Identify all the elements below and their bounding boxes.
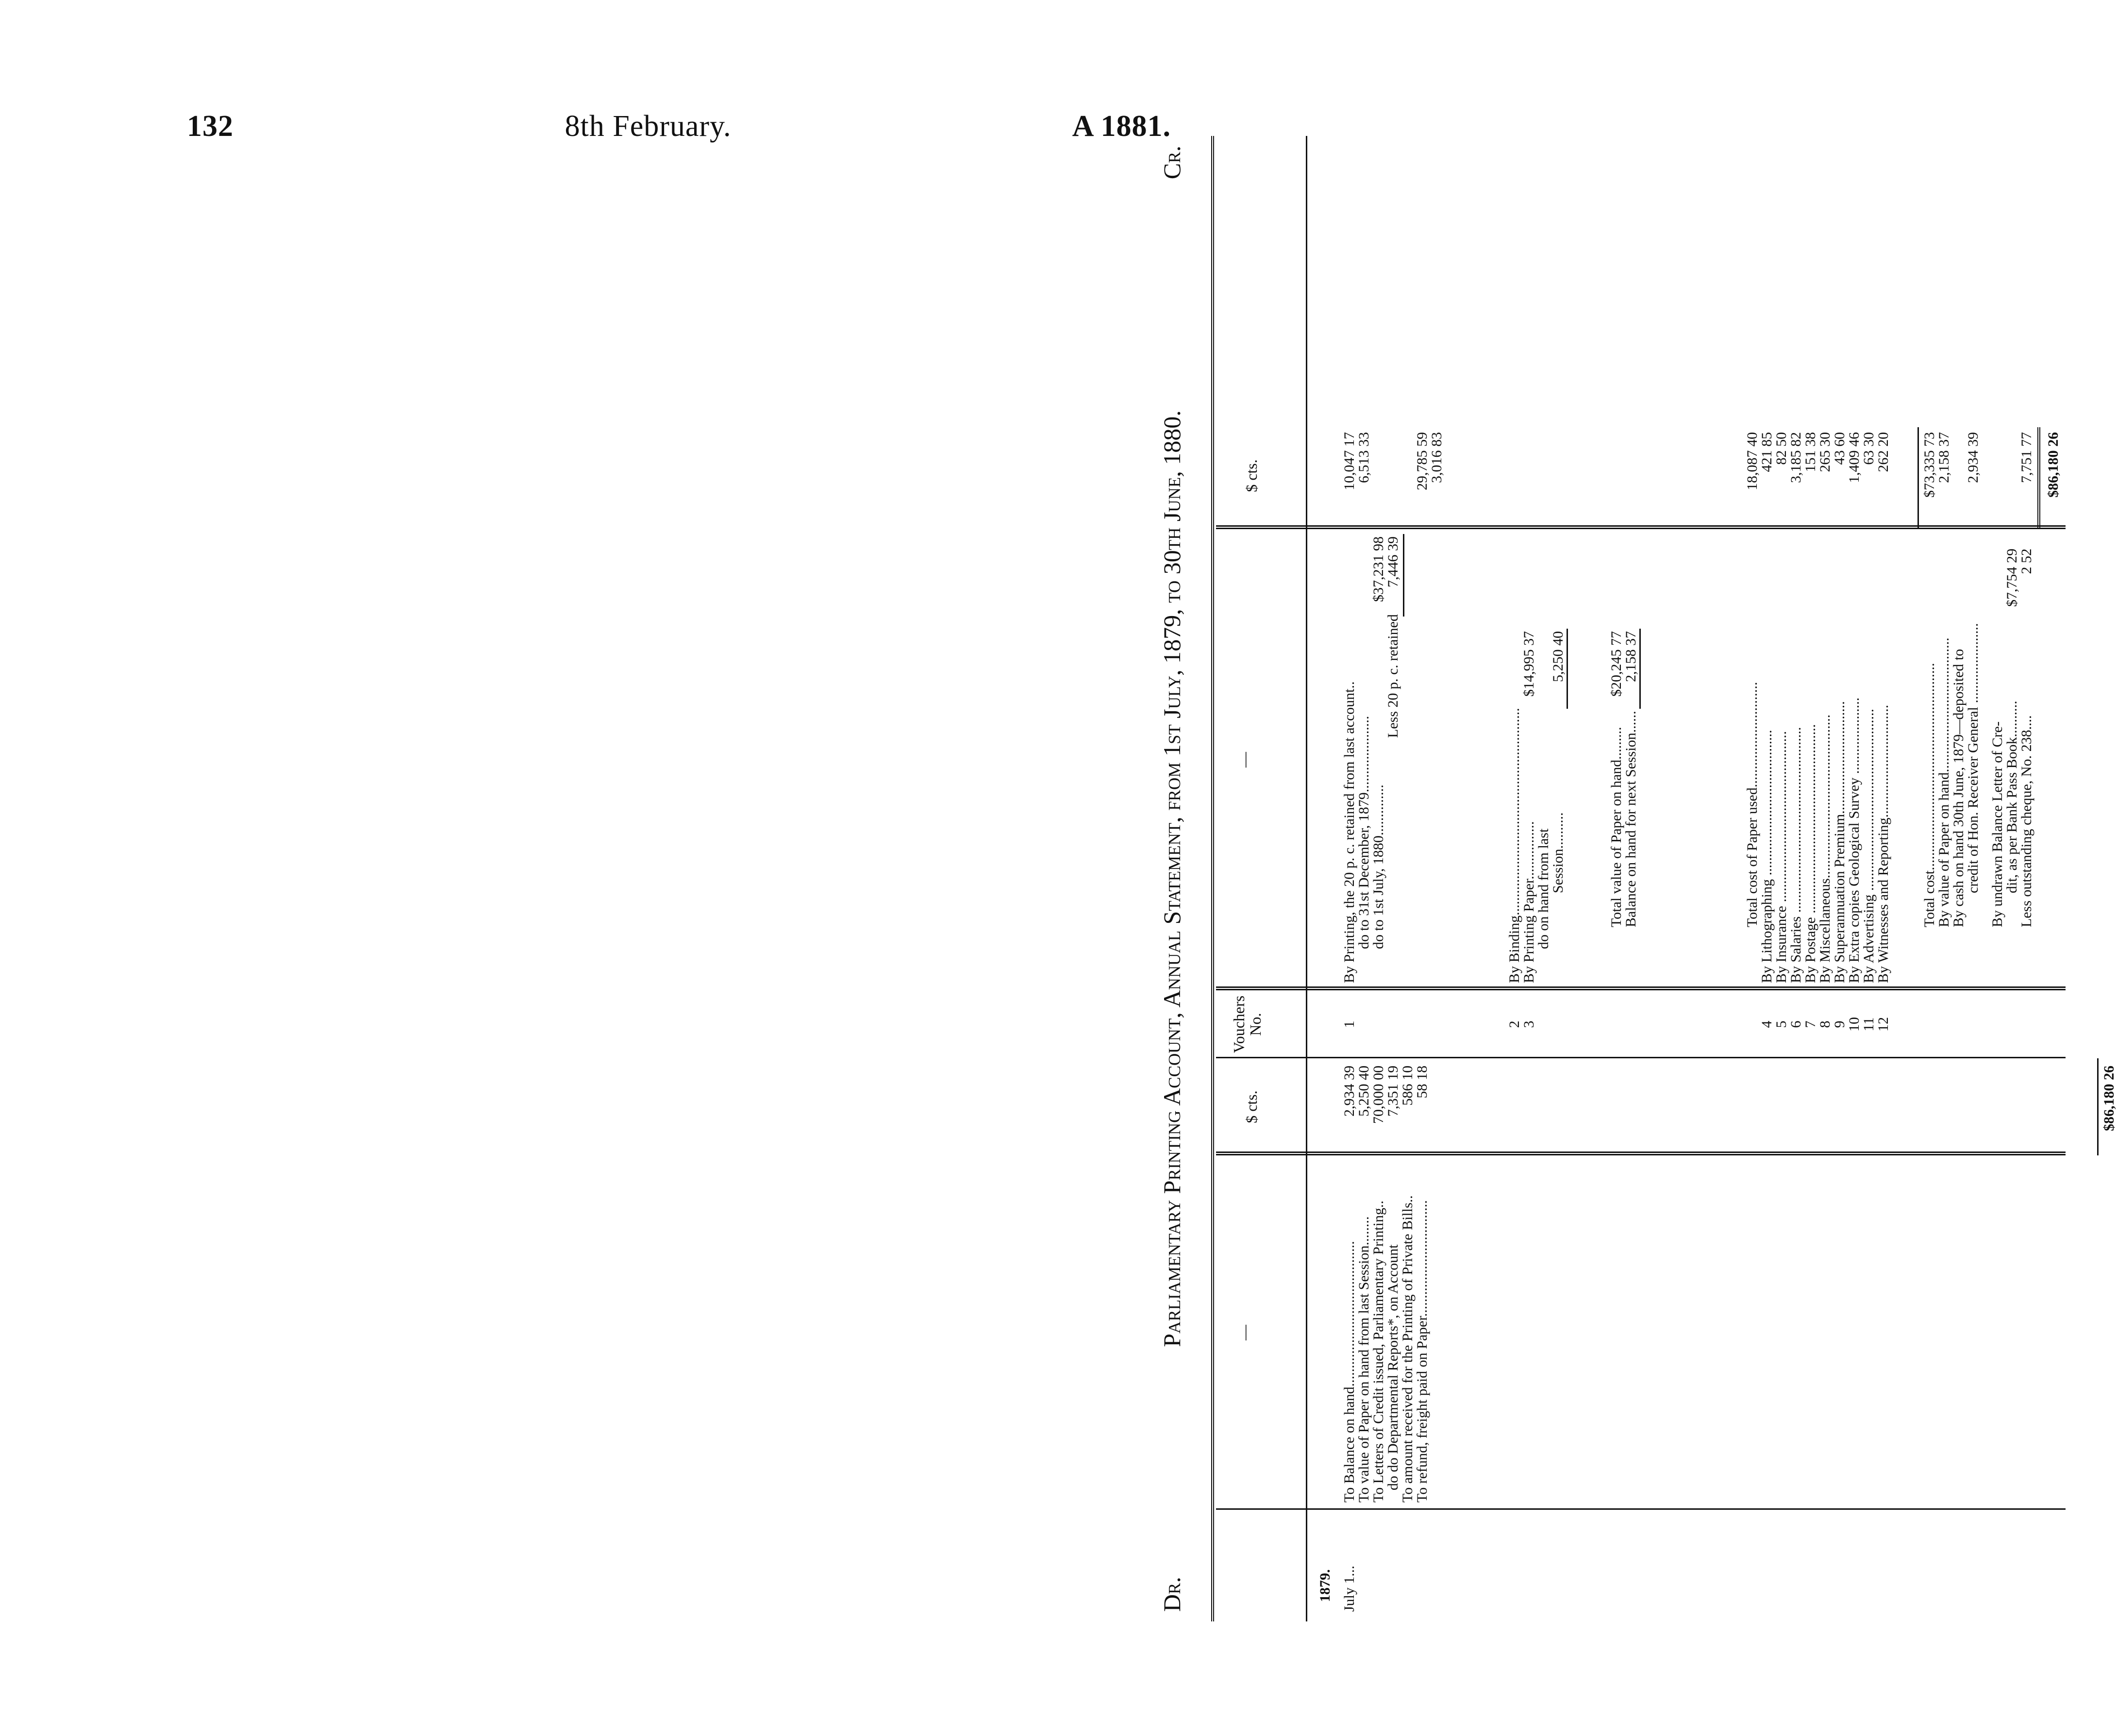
- credit-row: By Lithographing ........................................: [1759, 730, 1775, 983]
- debit-amount: 586 10: [1400, 1066, 1416, 1106]
- debit-amount: 70,000 00: [1370, 1066, 1386, 1124]
- col-divider-date: [1216, 1508, 2066, 1510]
- credit-amount: 1,409 46: [1846, 432, 1862, 483]
- credit-row: Less 20 p. c. retained: [1385, 614, 1401, 738]
- credit-row: credit of Hon. Receiver General ......................: [1965, 623, 1981, 893]
- debit-amount: 5,250 40: [1356, 1066, 1372, 1117]
- voucher-number: 4: [1759, 1020, 1775, 1028]
- page-number: 132: [187, 110, 233, 143]
- vouchers-header: Vouchers No.: [1230, 995, 1264, 1053]
- table-top-border: [1211, 136, 1218, 1621]
- credit-sub-amount: 2 52: [2018, 549, 2034, 574]
- debit-total: $86,180 26: [2101, 1066, 2117, 1131]
- voucher-number: 12: [1875, 1017, 1891, 1032]
- credit-row: By Extra copies Geological Survey .....................: [1846, 697, 1862, 983]
- voucher-number: 9: [1832, 1020, 1848, 1028]
- credit-row: By Advertising ..................................................: [1861, 708, 1877, 983]
- debit-total-rule: [2097, 1058, 2099, 1155]
- statement-title: Parliamentary Printing Account, Annual Statement, from 1st July, 1879, to 30th June, 1880.: [1158, 410, 1185, 1347]
- voucher-number: 2: [1506, 1020, 1522, 1028]
- credit-amount: 29,785 59: [1414, 432, 1430, 490]
- credit-sub-amount: 7,446 39: [1385, 536, 1401, 587]
- credit-row: By value of Paper on hand.....................................: [1936, 637, 1952, 927]
- credit-amount: 6,513 33: [1356, 432, 1372, 483]
- page-date: 8th February.: [565, 110, 732, 143]
- credit-amount: 421 85: [1759, 432, 1775, 472]
- credit-row: By Salaries ...................................................: [1788, 727, 1804, 983]
- credit-row: By Witnesses and Reporting...............................: [1875, 704, 1891, 983]
- credit-amount: $73,335 73: [1921, 432, 1937, 498]
- credit-amount: 18,087 40: [1744, 432, 1760, 490]
- credit-amount: 3,016 83: [1429, 432, 1445, 483]
- voucher-number: 7: [1802, 1020, 1818, 1028]
- voucher-number: 1: [1341, 1020, 1357, 1028]
- credit-row: By Printing Paper................: [1521, 821, 1537, 983]
- debit-amount-header: $ cts.: [1243, 1090, 1260, 1123]
- credit-sub-amount: $14,995 37: [1521, 631, 1537, 697]
- credit-amount-header: $ cts.: [1243, 459, 1260, 492]
- voucher-number: 10: [1846, 1017, 1862, 1032]
- credit-sub-amount: 2,158 37: [1623, 631, 1639, 682]
- credit-amount: 43 60: [1832, 432, 1848, 465]
- debit-row: To value of Paper on hand from last Session........: [1356, 1216, 1372, 1502]
- sub-rule: [1567, 629, 1568, 709]
- credit-row: do to 1st July, 1880..............: [1370, 785, 1386, 949]
- credit-total: $86,180 26: [2045, 432, 2061, 498]
- credit-row: do to 31st December, 1879.....................: [1356, 716, 1372, 949]
- credit-row: By Binding.........................................................: [1506, 708, 1522, 983]
- credit-sub-amount: $20,245 77: [1608, 631, 1624, 697]
- account-statement: [1158, 136, 2117, 1621]
- debit-row: do do Departmental Reports*, on Account: [1385, 1244, 1401, 1490]
- col-divider-vouchers: [1216, 986, 2066, 990]
- dr-label: Dr.: [1158, 1577, 1185, 1612]
- credit-rule: [1917, 427, 1919, 529]
- credit-total-rule: [2037, 427, 2043, 529]
- credit-row: Total value of Paper on hand.........: [1608, 727, 1624, 927]
- voucher-number: 11: [1861, 1017, 1877, 1032]
- credit-row: do on hand from last: [1535, 828, 1551, 949]
- credit-amount: 63 30: [1861, 432, 1877, 465]
- debit-row: To refund, freight paid on Paper................................: [1414, 1200, 1430, 1502]
- voucher-number: 8: [1817, 1020, 1833, 1028]
- year-label: 1879.: [1317, 1569, 1333, 1602]
- voucher-number: 3: [1521, 1020, 1537, 1028]
- credit-sub-amount: $37,231 98: [1370, 536, 1386, 602]
- credit-row: Total cost.........................................................: [1921, 663, 1937, 927]
- credit-row: By Postage ....................................................: [1802, 724, 1818, 983]
- credit-row: Session..........: [1550, 812, 1566, 893]
- credit-sub-amount: 5,250 40: [1550, 631, 1566, 682]
- debit-row: To Letters of Credit issued, Parliamentary Printing..: [1370, 1201, 1386, 1502]
- debit-amount: 58 18: [1414, 1066, 1430, 1099]
- credit-column-header: —: [1235, 752, 1253, 768]
- session-label: A 1881.: [1072, 110, 1171, 143]
- credit-amount: 265 30: [1817, 432, 1833, 472]
- credit-row: Less outstanding cheque, No. 238....: [2018, 715, 2034, 927]
- credit-row: By Superannuation Premium...............................: [1832, 701, 1848, 983]
- credit-amount: 262 20: [1875, 432, 1891, 472]
- sub-rule: [1403, 534, 1404, 617]
- col-divider-debit-amt: [1216, 1057, 2066, 1058]
- credit-row: dit, as per Bank Pass Book..........: [2004, 701, 2020, 893]
- credit-amount: 7,751 77: [2018, 432, 2034, 483]
- debit-row: To Balance on hand........................................: [1341, 1241, 1357, 1502]
- credit-amount: 2,934 39: [1965, 432, 1981, 483]
- credit-row: By Printing, the 20 p. c. retained from last account..: [1341, 681, 1357, 983]
- credit-row: Total cost of Paper used.............................: [1744, 682, 1760, 927]
- credit-row: Balance on hand for next Session......: [1623, 711, 1639, 927]
- credit-row: By Miscellaneous.............................................: [1817, 714, 1833, 983]
- credit-row: By Insurance ...............................................: [1773, 731, 1789, 983]
- debit-amount: 2,934 39: [1341, 1066, 1357, 1117]
- credit-row: By undrawn Balance Letter of Cre-: [1989, 721, 2005, 927]
- date-label: July 1...: [1341, 1565, 1357, 1612]
- sub-rule: [1639, 629, 1641, 709]
- header-divider: [1306, 136, 1307, 1621]
- credit-amount: 2,158 37: [1936, 432, 1952, 483]
- credit-amount: 3,185 82: [1788, 432, 1804, 483]
- voucher-number: 5: [1773, 1020, 1789, 1028]
- credit-amount: 10,047 17: [1341, 432, 1357, 490]
- debit-column-header: —: [1235, 1325, 1253, 1340]
- voucher-number: 6: [1788, 1020, 1804, 1028]
- debit-amount: 7,351 19: [1385, 1066, 1401, 1117]
- cr-label: Cr.: [1158, 146, 1185, 180]
- debit-row: To amount received for the Printing of Private Bills..: [1400, 1195, 1416, 1502]
- credit-amount: 82 50: [1773, 432, 1789, 465]
- credit-sub-amount: $7,754 29: [2004, 549, 2020, 607]
- credit-amount: 151 38: [1802, 432, 1818, 472]
- credit-row: By cash on hand 30th June, 1879—deposited to: [1950, 649, 1967, 927]
